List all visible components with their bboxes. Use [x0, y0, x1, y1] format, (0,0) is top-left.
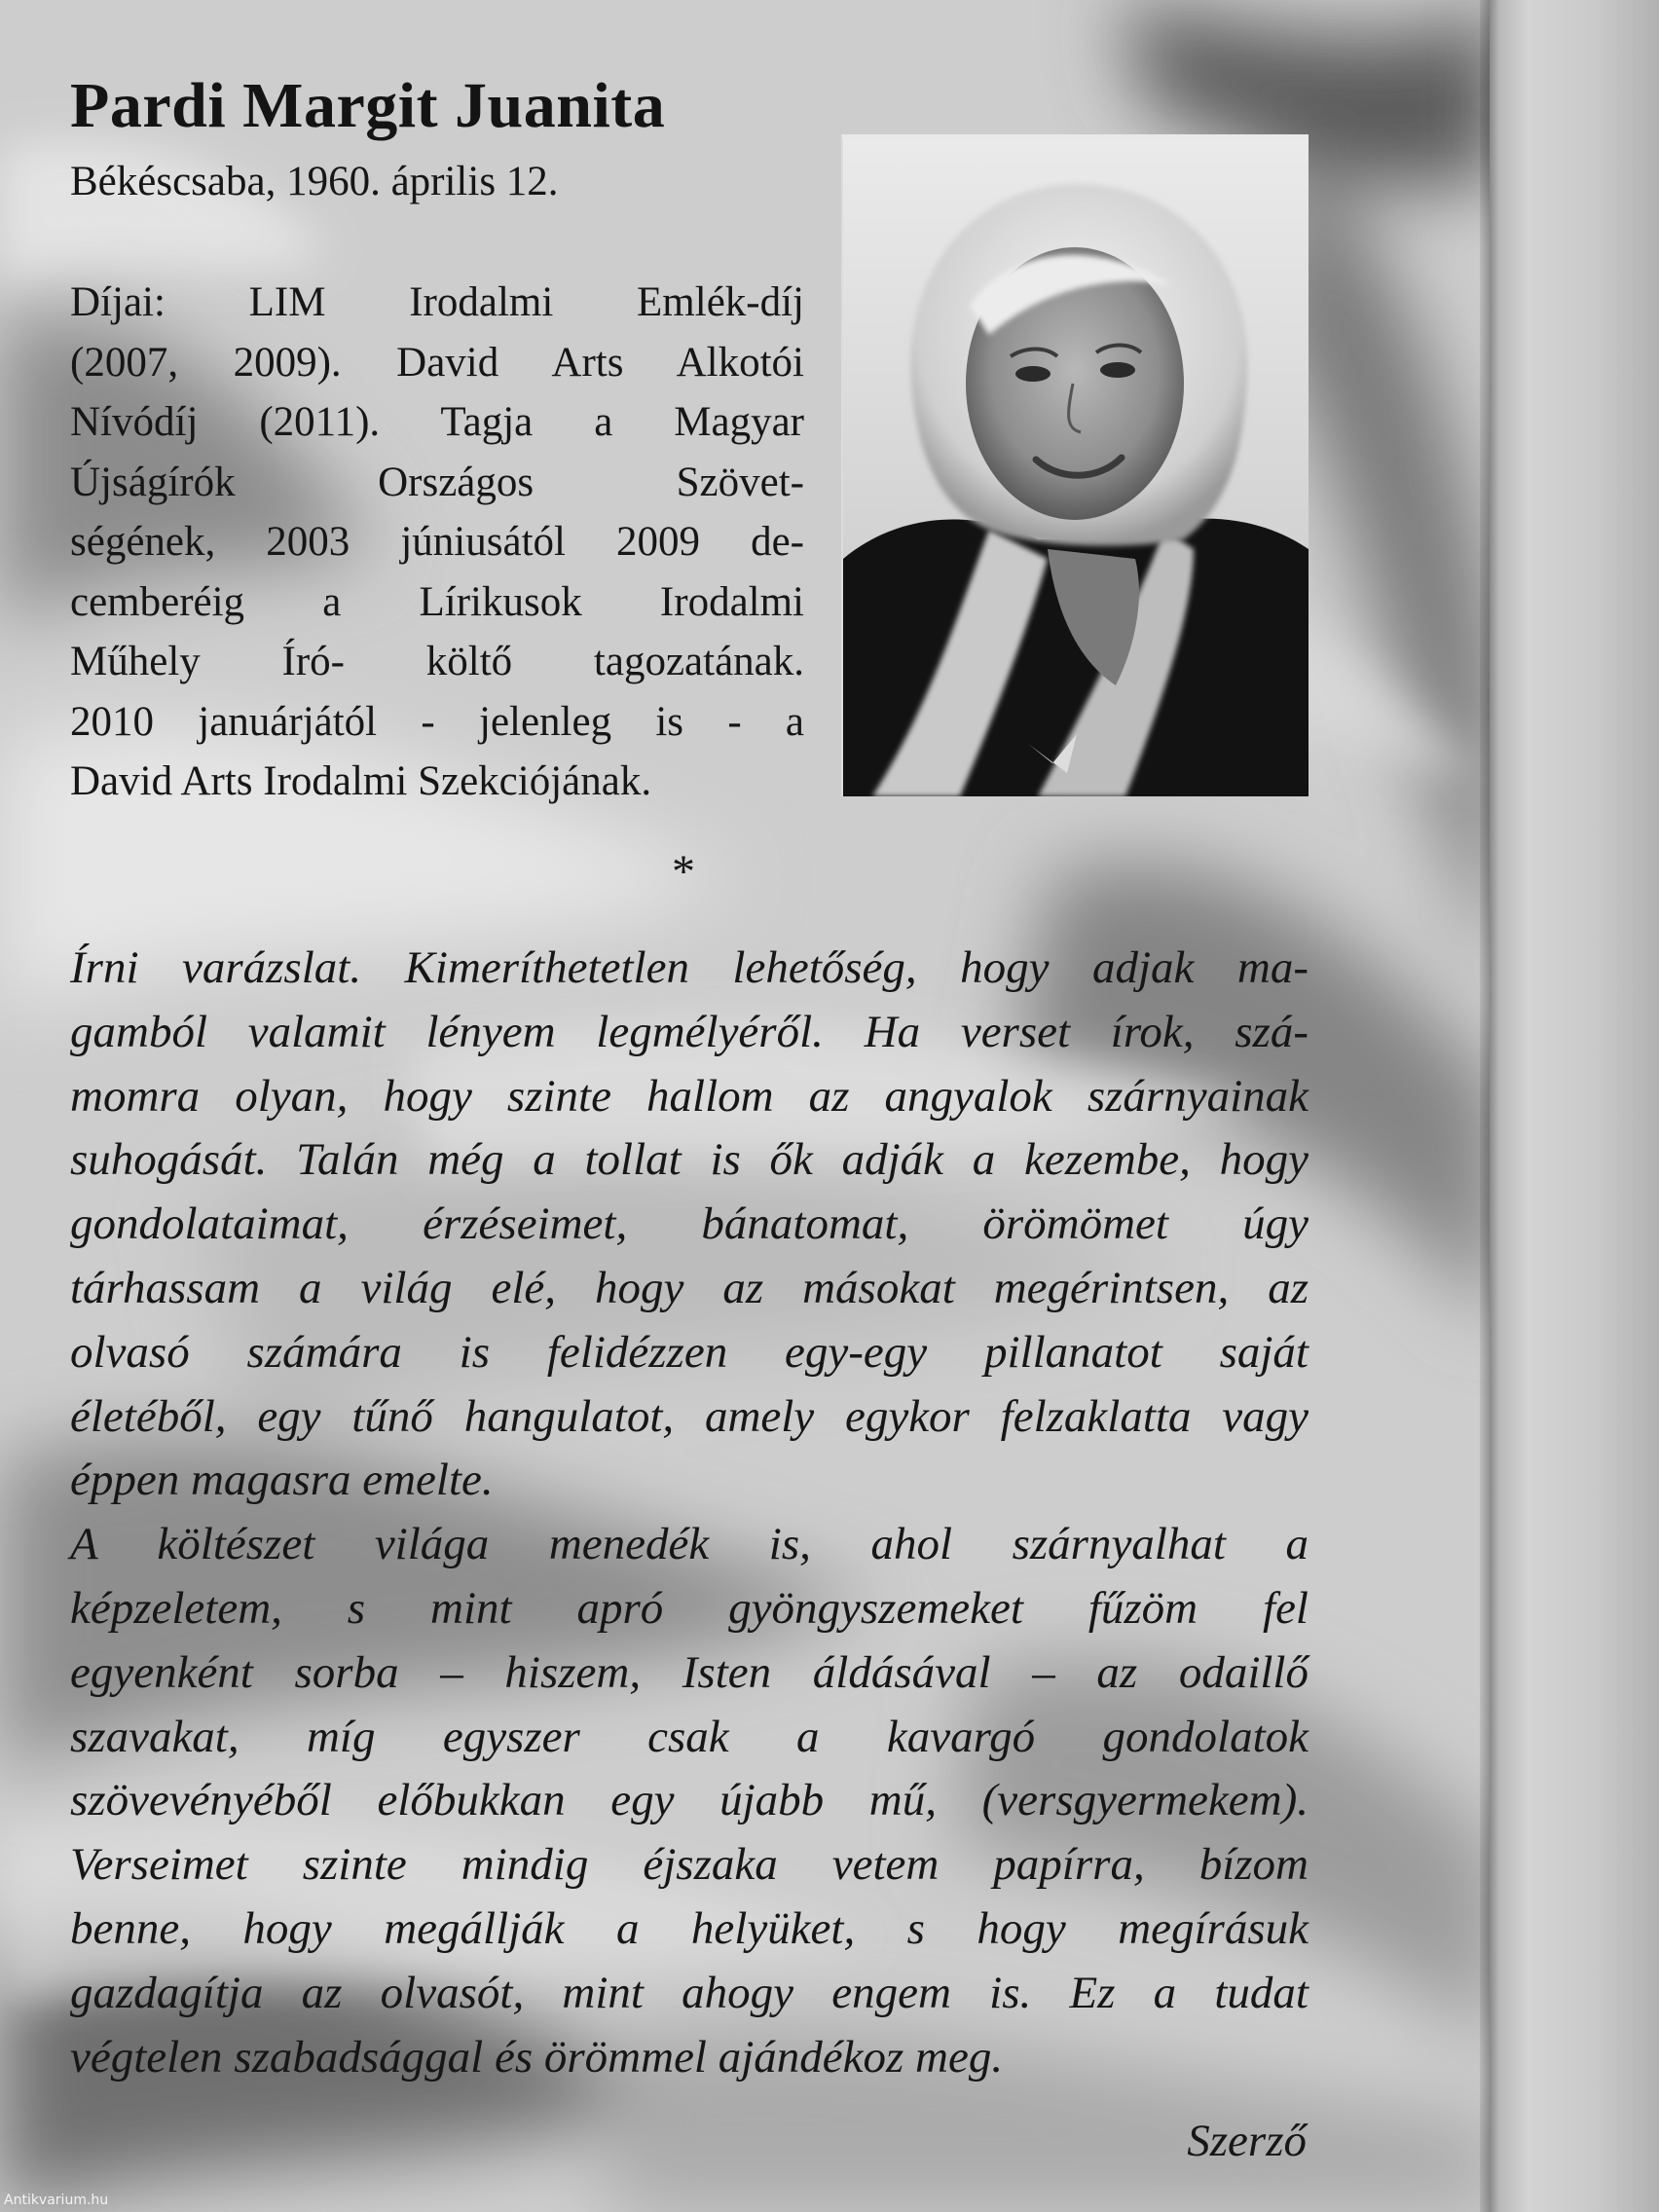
essay-line: szövevényéből előbukkan egy újabb mű, (versgyermekem).	[70, 1775, 1309, 1826]
bio-line: Nívódíj (2011). Tagja a Magyar	[70, 399, 804, 445]
bio-line: Műhely Író- költő tagozatának.	[70, 639, 804, 684]
bio-line: cemberéig a Lírikusok Irodalmi	[70, 578, 804, 625]
essay-line: gamból valamit lényem legmélyéről. Ha verset írok, szá-	[70, 1006, 1309, 1057]
section-separator: *	[672, 846, 695, 898]
essay-line: gazdagítja az olvasót, mint ahogy engem is. Ez a tudat	[70, 1967, 1309, 2018]
bio-line: Újságírók Országos Szövet-	[70, 459, 804, 505]
essay-line: Írni varázslat. Kimeríthetetlen lehetőség, hogy adjak ma-	[70, 942, 1309, 993]
portrait-illustration	[843, 140, 1309, 796]
essay-line: képzeletem, s mint apró gyöngyszemeket fűzöm fel	[70, 1582, 1309, 1634]
essay-line: tárhassam a világ elé, hogy az másokat megérintsen, az	[70, 1262, 1309, 1313]
watermark: Antikvarium.hu	[4, 2193, 109, 2208]
bio-line: 2010 januárjától - jelenleg is - a	[70, 698, 804, 745]
essay-line: egyenként sorba – hiszem, Isten áldásával – az odaillő	[70, 1646, 1309, 1698]
author-name: Pardi Margit Juanita	[70, 70, 666, 141]
essay-line: életéből, egy tűnő hangulatot, amely egykor felzaklatta vagy	[70, 1390, 1309, 1442]
signature: Szerző	[1187, 2116, 1307, 2166]
author-statement	[70, 937, 1309, 2089]
essay-line: gondolataimat, érzéseimet, bánatomat, örömömet úgy	[70, 1198, 1309, 1250]
essay-line: végtelen szabadsággal és örömmel ajándékoz meg.	[70, 2031, 1004, 2083]
essay-line: olvasó számára is felidézzen egy-egy pillanatot saját	[70, 1326, 1309, 1378]
essay-line: szavakat, míg egyszer csak a kavargó gondolatok	[70, 1711, 1309, 1762]
author-portrait-photo	[841, 134, 1309, 796]
author-birth-info: Békéscsaba, 1960. április 12.	[70, 159, 559, 204]
essay-line: benne, hogy megállják a helyüket, s hogy megírásuk	[70, 1902, 1309, 1954]
essay-line: momra olyan, hogy szinte hallom az angyalok szárnyainak	[70, 1070, 1309, 1122]
book-spine	[1490, 0, 1659, 2212]
author-bio	[70, 273, 804, 812]
bio-line: ségének, 2003 júniusától 2009 de-	[70, 519, 804, 565]
bio-line: Díjai: LIM Irodalmi Emlék-díj	[70, 279, 804, 325]
bio-line: David Arts Irodalmi Szekciójának.	[70, 758, 652, 804]
bio-line: (2007, 2009). David Arts Alkotói	[70, 339, 804, 386]
essay-line: A költészet világa menedék is, ahol szárnyalhat a	[70, 1519, 1309, 1570]
essay-line: suhogását. Talán még a tollat is ők adják a kezembe, hogy	[70, 1134, 1309, 1186]
essay-line: Verseimet szinte mindig éjszaka vetem papírra, bízom	[70, 1839, 1309, 1891]
essay-line: éppen magasra emelte.	[70, 1455, 494, 1506]
